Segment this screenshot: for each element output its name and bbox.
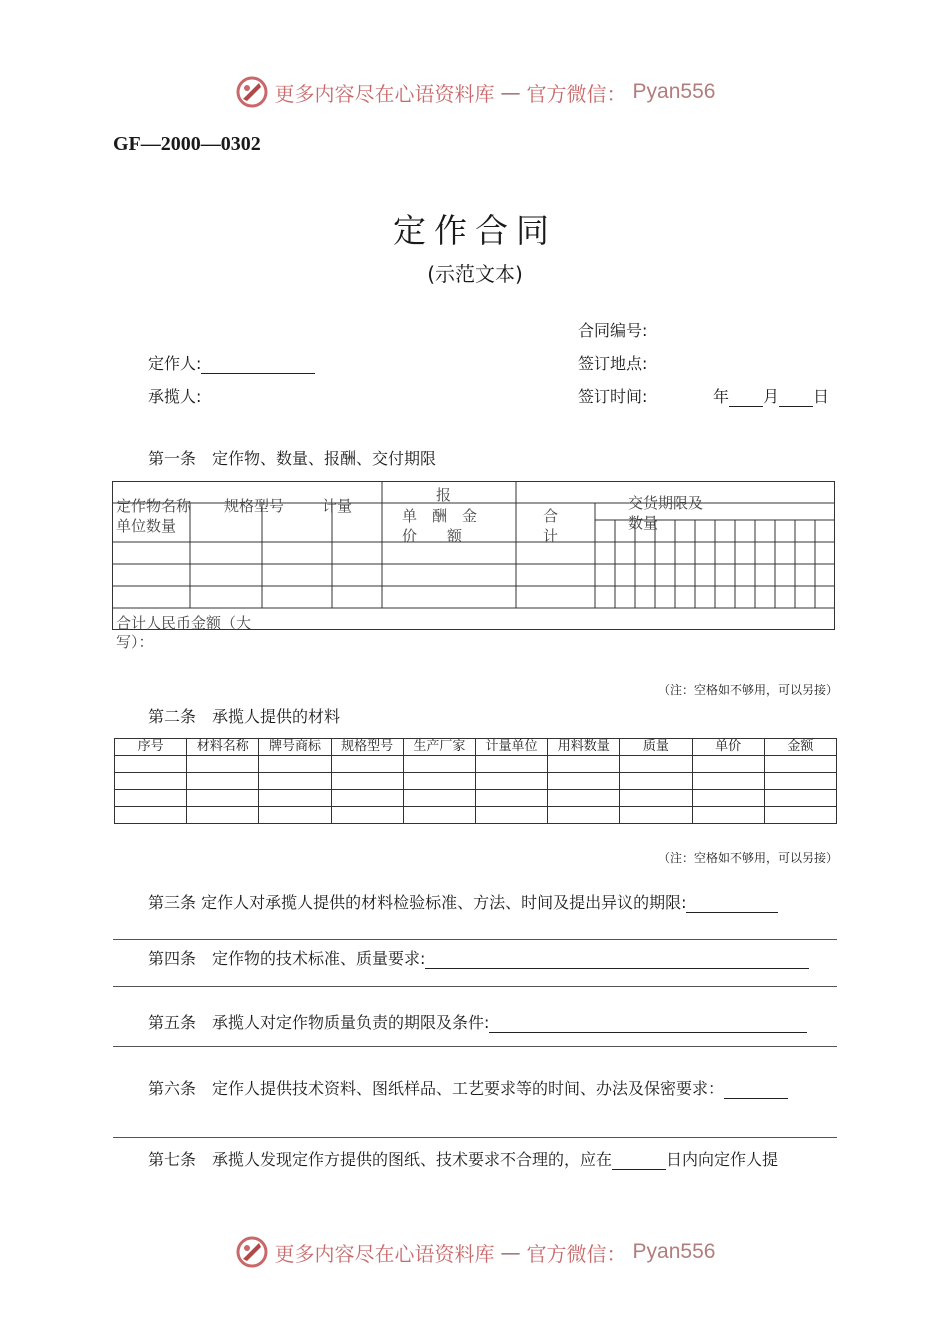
table-row — [115, 756, 837, 773]
article4-blank — [425, 950, 809, 969]
article2-heading: 第二条 承揽人提供的材料 — [148, 707, 341, 726]
article3 — [148, 890, 778, 913]
year-label: 年 — [713, 387, 730, 406]
header-cell: 金额 — [764, 739, 836, 756]
article7-text-b: 日内向定作人提 — [666, 1150, 779, 1169]
article7 — [148, 1147, 778, 1170]
article3-blank — [686, 894, 778, 913]
article7-blank — [612, 1151, 666, 1170]
article5 — [148, 1010, 807, 1033]
total-label: 合计人民币金额（大 — [116, 614, 252, 632]
article1-note: （注：空格如不够用，可以另接） — [657, 683, 838, 697]
article4 — [148, 946, 809, 969]
header-cell: 单价 — [692, 739, 764, 756]
col-delivery2: 数量 — [628, 514, 659, 532]
article4-text: 第四条 定作物的技术标准、质量要求: — [148, 949, 426, 968]
article7-text-a: 第七条 承揽人发现定作方提供的图纸、技术要求不合理的，应在 — [148, 1150, 613, 1169]
materials-table — [114, 738, 837, 824]
article6-rule — [113, 1137, 837, 1138]
day-label: 日 — [813, 387, 830, 406]
col-measure: 计量 — [322, 497, 353, 515]
logo-icon — [235, 75, 269, 109]
month-label: 月 — [763, 387, 780, 406]
col-ji: 计 — [543, 527, 559, 545]
col-bao: 报 — [436, 486, 452, 504]
col-spec: 规格型号 — [224, 497, 285, 515]
orderer-blank — [201, 355, 315, 374]
watermark-sep: — — [500, 1240, 521, 1264]
header-cell: 用料数量 — [548, 739, 620, 756]
sign-time-label: 签订时间: — [578, 387, 648, 406]
table-row — [115, 773, 837, 790]
table-row — [115, 790, 837, 807]
header-cell: 质量 — [620, 739, 692, 756]
col-chou: 单 酬 金 — [402, 507, 478, 525]
col-he: 合 — [543, 507, 559, 525]
header-cell: 规格型号 — [331, 739, 403, 756]
table-header-row — [115, 739, 837, 756]
total-label2: 写）： — [116, 633, 154, 651]
article5-rule — [113, 1046, 837, 1047]
article5-blank — [489, 1014, 807, 1033]
header-cell: 材料名称 — [187, 739, 259, 756]
sign-place-label: 签订地点: — [578, 354, 648, 373]
watermark-id: Pyan556 — [632, 80, 716, 103]
header-cell: 生产厂家 — [403, 739, 475, 756]
col-jia: 价 额 — [402, 527, 463, 545]
article3-rule — [113, 939, 837, 940]
watermark-bottom — [0, 1232, 950, 1272]
article6-blank — [724, 1080, 788, 1099]
contractor-label: 承揽人: — [148, 387, 202, 406]
header-cell: 计量单位 — [475, 739, 547, 756]
col-delivery: 交货期限及 — [628, 494, 704, 512]
article6 — [148, 1076, 788, 1099]
watermark-top — [0, 72, 950, 112]
article1-table — [112, 481, 836, 631]
contract-no-label: 合同编号: — [578, 321, 648, 340]
col-unit-qty: 单位数量 — [116, 517, 177, 535]
orderer-label: 定作人: — [148, 354, 202, 373]
article4-rule — [113, 986, 837, 987]
article6-text: 第六条 定作人提供技术资料、图纸样品、工艺要求等的时间、办法及保密要求： — [148, 1079, 725, 1098]
watermark-cn: 更多内容尽在心语资料库 — [274, 81, 495, 106]
article5-text: 第五条 承揽人对定作物质量负责的期限及条件: — [148, 1013, 490, 1032]
orderer-line — [148, 351, 315, 374]
table-row — [115, 807, 837, 824]
watermark-wechat: 官方微信： — [526, 81, 627, 106]
header-cell: 牌号商标 — [259, 739, 331, 756]
article3-text: 第三条 定作人对承揽人提供的材料检验标准、方法、时间及提出异议的期限: — [148, 893, 687, 912]
month-blank — [729, 388, 763, 407]
day-blank — [779, 388, 813, 407]
col-name: 定作物名称 — [116, 497, 192, 515]
logo-icon — [235, 1235, 269, 1269]
article1-heading: 第一条 定作物、数量、报酬、交付期限 — [148, 449, 437, 468]
header-cell: 序号 — [115, 739, 187, 756]
watermark-sep: — — [500, 80, 521, 104]
page-subtitle: (示范文本) — [427, 262, 523, 286]
watermark-wechat: 官方微信： — [526, 1241, 627, 1266]
doc-code: GF—2000—0302 — [113, 133, 261, 155]
sign-date — [713, 384, 829, 407]
page-title: 定作合同 — [393, 211, 557, 250]
watermark-cn: 更多内容尽在心语资料库 — [274, 1241, 495, 1266]
watermark-id: Pyan556 — [632, 1240, 716, 1263]
article2-note: （注：空格如不够用，可以另接） — [657, 851, 838, 865]
